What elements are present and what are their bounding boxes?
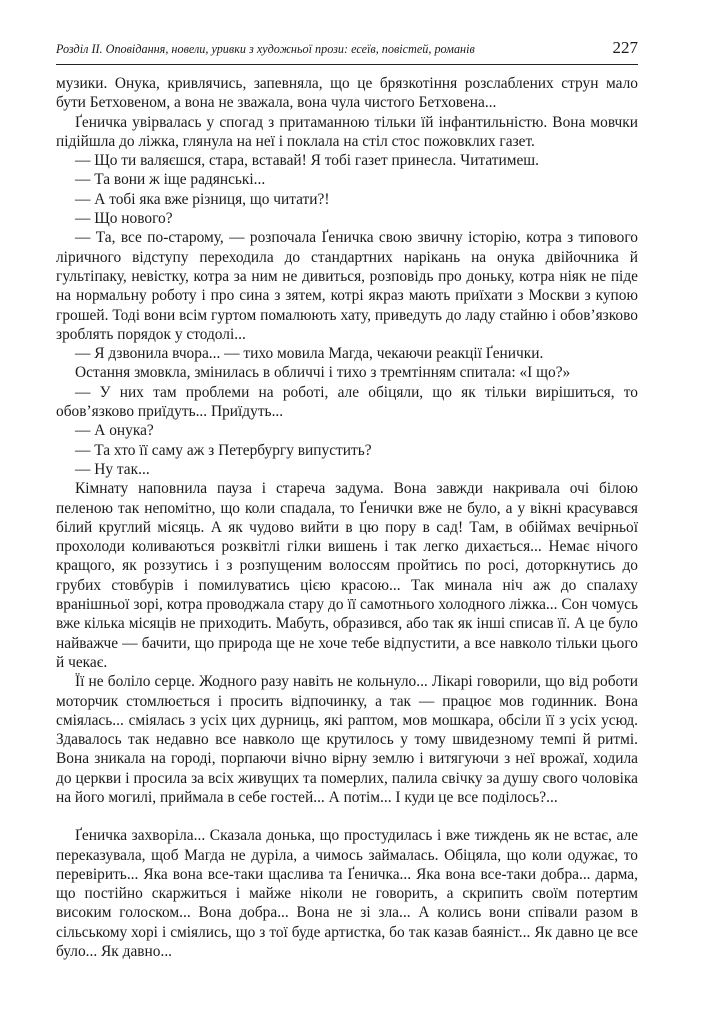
paragraph: музики. Онука, кривлячись, запевняла, що це брязкотіння розслаблених струн мало бути Бетховеном, а вона не зважала, вона чула чистого Бетховена...: [56, 75, 638, 112]
paragraph: — У них там проблеми на роботі, але обіцяли, що як тільки вирішиться, то обов’язково приїдуть... Приїдуть...: [56, 383, 638, 421]
paragraph: — Ну так...: [75, 460, 150, 478]
header-rule: [56, 64, 638, 65]
paragraph: Ґеничка увірвалась у спогад з притаманною тільки їй інфантильністю. Вона мовчки підійшла до ліжка, глянула на неї і поклала на стіл стос пожовклих газет.: [56, 113, 638, 150]
paragraph: — Та хто її саму аж з Петербургу випустить?: [75, 441, 372, 459]
running-header: [56, 38, 638, 60]
running-title: Розділ ІІ. Оповідання, новели, уривки з художньої прози: есеїв, повістей, романів: [56, 42, 475, 56]
body-text: [56, 74, 638, 961]
paragraph: — Що ти валяєшся, стара, вставай! Я тобі газет принесла. Читатимеш.: [75, 152, 540, 170]
paragraph: — Я дзвонила вчора... — тихо мовила Магда, чекаючи реакції Ґенички.: [75, 345, 544, 363]
paragraph: — Та, все по-старому, — розпочала Ґеничка свою звичну історію, котра з типового ліричного відступу переходила до стандартних нарікань на онука двійочника й гультіпаку, невістку, котра за ним не дивиться, розповідь про доньку, котра ніяк не піде на нормальну роботу і про сина з зятем, котрі якраз мають приїхати з Москви з купою грошей. Тоді вони всім гуртом помалюють хату, приведуть до ладу стайню і обов’язково зроблять порядок у стодолі...: [56, 229, 638, 343]
paragraph: — А тобі яка вже різниця, що читати?!: [75, 190, 330, 208]
paragraph: — Що нового?: [75, 210, 173, 228]
paragraph: Остання змовкла, змінилась в обличчі і тихо з тремтінням спитала: «І що?»: [75, 364, 571, 382]
paragraph: Її не боліло серце. Жодного разу навіть не кольнуло... Лікарі говорили, що від роботи моторчик стомлюється і просить відпочинку, а так — працює мов годинник. Вона сміялась... сміялась з усіх цих дурниць, які раптом, мов мошкара, обсіли її з усіх усюд. Здавалось так недавно все навколо ще крутилось у тому швидезному темпі й ритмі. Вона зникала на городі, порпаючи вічно вірну землю і витягуючи з неї врожаї, ходила до церкви і просила за всіх живущих та померлих, палила свічку за душу свого чоловіка на його могилі, приймала в себе гостей... А потім... І куди це все поділось?...: [56, 673, 638, 806]
paragraph: — Та вони ж іще радянські...: [75, 171, 266, 189]
paragraph: Кімнату наповнила пауза і стареча задума. Вона завжди накривала очі білою пеленою так непомітно, що коли спадала, то Ґенички вже не було, а у вікні красувався білий круглий місяць. А як чудово вийти в цю пору в сад! Там, в обіймах вечірньої прохолоди коливаються розквітлі гілки вишень і так легко дихається... Немає нічого кращого, як роззутись і з розпущеним волоссям пройтись по росі, доторкнутись до грубих стовбурів і помилуватись цією красою... Так минала ніч аж до спалаху вранішньої зорі, котра проводжала стару до її самотнього холодного ліжка... Сон чомусь вже кілька місяців не приходить. Мабуть, образився, або так як інші списав її. А це було найважче — бачити, що природа ще не хоче тебе відпустити, а все навколо тільки цього й чекає.: [56, 480, 638, 671]
page-number: 227: [612, 38, 638, 57]
paragraph: Ґеничка захворіла... Сказала донька, що простудилась і вже тиждень як не встає, але переказувала, щоб Магда не дуріла, а чимось займалась. Обіцяла, що коли одужає, то перевірить... Яка вона все-таки щаслива та Ґеничка... Яка вона все-таки добра... дарма, що постійно скаржиться і майже ніколи не говорить, а скрипить своїм потертим високим голоском... Вона добра... Вона не зі зла... А колись вони співали разом в сільському хорі і сміялись, що з тої буде артистка, бо так казав баяніст... Як давно це все було... Як давно...: [56, 827, 638, 961]
paragraph: — А онука?: [75, 422, 154, 440]
